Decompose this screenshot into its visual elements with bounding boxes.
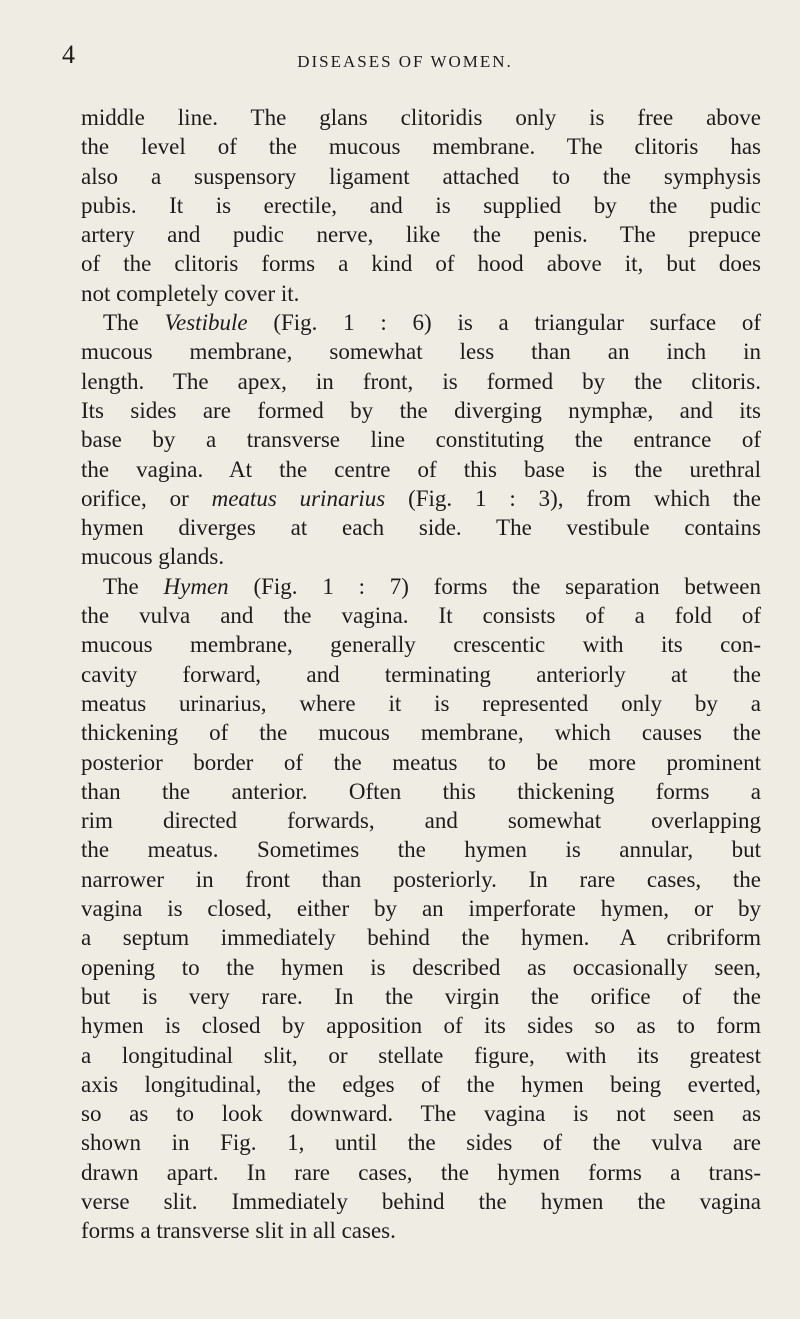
text-line: [81, 660, 761, 689]
text-line: [81, 806, 761, 835]
text-segment: a longitudinal slit, or stellate figure, with its greatest: [81, 1042, 761, 1068]
text-line: [81, 1041, 761, 1070]
text-segment: hymen diverges at each side. The vestibule contains: [81, 515, 761, 541]
text-line: [81, 513, 761, 542]
text-segment: orifice, or: [81, 485, 212, 511]
text-segment: cavity forward, and terminating anteriorly at the: [81, 661, 761, 687]
text-line: [81, 953, 761, 982]
text-segment: vagina is closed, either by an imperforate hymen, or by: [81, 896, 761, 922]
text-segment: hymen is closed by apposition of its sides so as to form: [81, 1013, 761, 1039]
text-line: [81, 1011, 761, 1040]
text-line: [81, 1216, 761, 1245]
text-segment: rim directed forwards, and somewhat overlapping: [81, 808, 761, 834]
text-line: [81, 308, 761, 337]
text-segment: but is very rare. In the virgin the orifice of the: [81, 983, 761, 1009]
text-segment: base by a transverse line constituting the entrance of: [81, 427, 761, 453]
text-segment: narrower in front than posteriorly. In rare cases, the: [81, 866, 761, 892]
text-segment: also a suspensory ligament attached to the symphysis: [81, 163, 761, 189]
text-line: [81, 630, 761, 659]
text-segment: artery and pudic nerve, like the penis. The prepuce: [81, 222, 761, 248]
text-segment: Its sides are formed by the diverging nymphæ, and its: [81, 397, 761, 423]
italic-term: meatus urinarius: [211, 485, 386, 511]
text-line: [81, 396, 761, 425]
text-segment: than the anterior. Often this thickening forms a: [81, 778, 761, 804]
text-line: [81, 220, 761, 249]
text-segment: mucous membrane, generally crescentic with its con-: [81, 632, 761, 658]
text-segment: (Fig. 1 : 3), from which the: [385, 485, 762, 511]
text-segment: posterior border of the meatus to be more prominent: [81, 749, 761, 775]
text-line: [81, 425, 761, 454]
text-line: [81, 455, 761, 484]
running-title: DISEASES OF WOMEN.: [297, 52, 513, 71]
text-segment: shown in Fig. 1, until the sides of the vulva are: [81, 1130, 761, 1156]
body-text: [81, 103, 761, 1246]
text-line: [81, 191, 761, 220]
text-segment: middle line. The glans clitoridis only is free above: [81, 105, 761, 130]
text-line: [81, 894, 761, 923]
text-segment: length. The apex, in front, is formed by the clitoris.: [81, 368, 761, 394]
text-line: [81, 484, 761, 513]
text-line: [81, 279, 761, 308]
text-line: [81, 1128, 761, 1157]
text-segment: a septum immediately behind the hymen. A cribriform: [81, 925, 761, 951]
text-line: [81, 689, 761, 718]
text-line: [81, 337, 761, 366]
text-line: [81, 542, 761, 571]
text-line: [81, 718, 761, 747]
text-line: [81, 982, 761, 1011]
text-segment: drawn apart. In rare cases, the hymen forms a trans-: [81, 1159, 761, 1185]
text-segment: meatus urinarius, where it is represented only by a: [81, 690, 761, 716]
text-segment: thickening of the mucous membrane, which causes the: [81, 720, 761, 746]
text-segment: the vagina. At the centre of this base is the urethral: [81, 456, 761, 482]
text-segment: mucous membrane, somewhat less than an inch in: [81, 339, 761, 365]
text-line: [81, 1099, 761, 1128]
text-segment: opening to the hymen is described as occasionally seen,: [81, 954, 761, 980]
text-segment: forms a transverse slit in all cases.: [81, 1218, 396, 1244]
text-line: [81, 103, 761, 132]
text-segment: (Fig. 1 : 6) is a triangular surface of: [247, 310, 761, 336]
text-line: [81, 835, 761, 864]
text-line: [81, 132, 761, 161]
text-segment: so as to look downward. The vagina is not seen as: [81, 1101, 761, 1127]
text-segment: not completely cover it.: [81, 280, 300, 306]
text-segment: axis longitudinal, the edges of the hymen being everted,: [81, 1071, 761, 1097]
text-segment: the vulva and the vagina. It consists of a fold of: [81, 603, 761, 629]
italic-term: Vestibule: [164, 310, 248, 336]
text-segment: (Fig. 1 : 7) forms the separation between: [228, 573, 761, 599]
text-segment: The: [103, 310, 165, 336]
page-number: 4: [62, 40, 75, 69]
text-line: [81, 249, 761, 278]
italic-term: Hymen: [163, 573, 229, 599]
text-line: [81, 1070, 761, 1099]
text-line: [81, 748, 761, 777]
text-segment: the level of the mucous membrane. The clitoris has: [81, 134, 761, 160]
text-segment: mucous glands.: [81, 544, 225, 570]
text-segment: the meatus. Sometimes the hymen is annular, but: [81, 837, 761, 863]
text-segment: verse slit. Immediately behind the hymen the vagina: [81, 1188, 761, 1214]
text-line: [81, 367, 761, 396]
text-line: [81, 777, 761, 806]
text-line: [81, 162, 761, 191]
text-segment: pubis. It is erectile, and is supplied by the pudic: [81, 192, 761, 218]
text-line: [81, 923, 761, 952]
text-line: [81, 1158, 761, 1187]
text-line: [81, 572, 761, 601]
text-line: [81, 1187, 761, 1216]
text-segment: The: [103, 573, 164, 599]
text-line: [81, 601, 761, 630]
text-line: [81, 865, 761, 894]
text-segment: of the clitoris forms a kind of hood above it, but does: [81, 251, 761, 277]
